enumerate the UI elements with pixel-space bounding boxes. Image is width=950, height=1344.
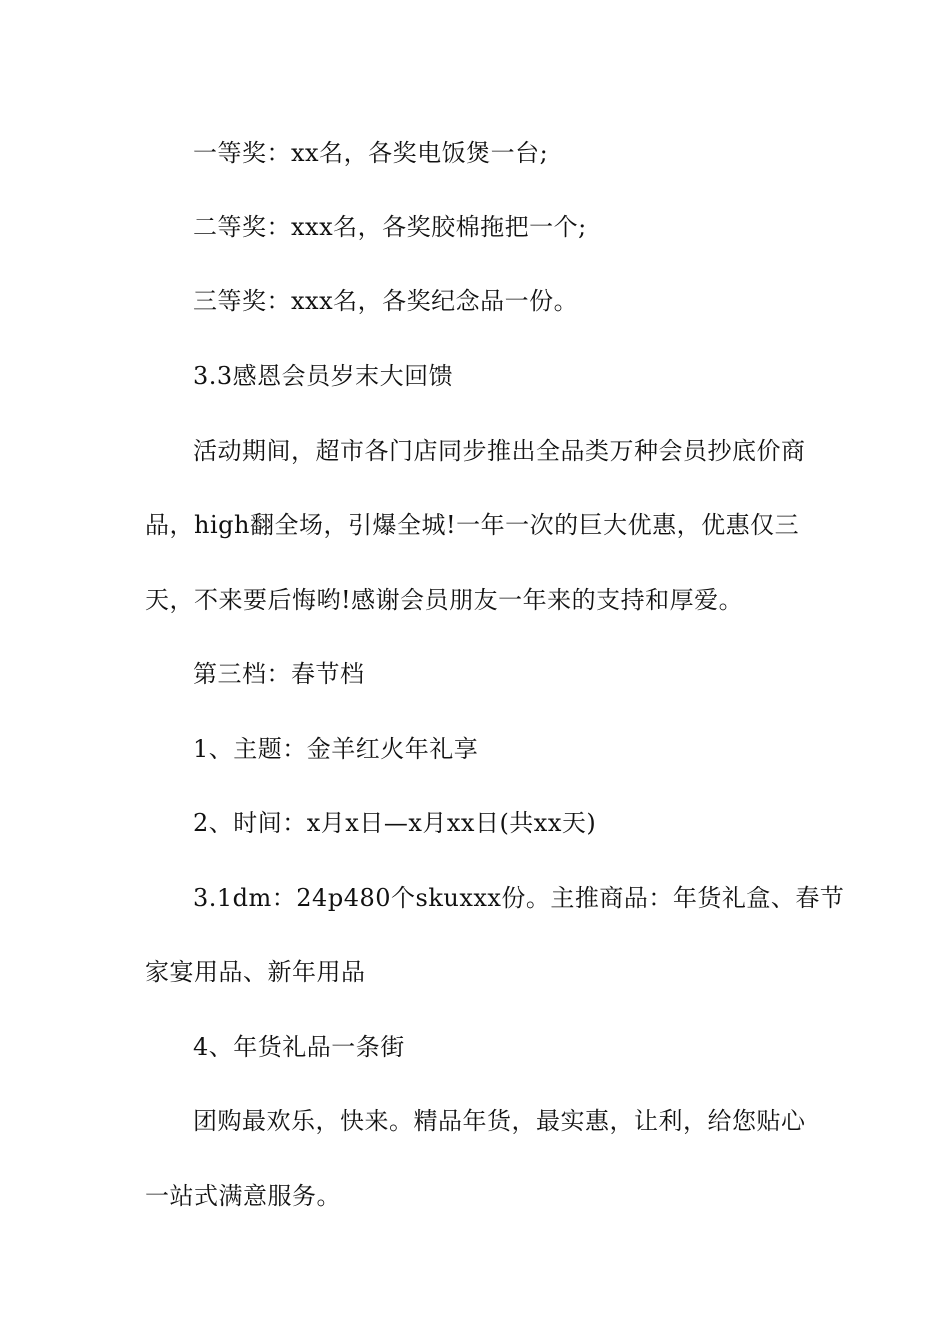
paragraph-line: 3.1dm：24p480个skuxxx份。主推商品：年货礼盒、春节 xyxy=(193,884,845,912)
theme-line: 1、主题：金羊红火年礼享 xyxy=(193,735,479,763)
paragraph-line: 天，不来要后悔哟!感谢会员朋友一年来的支持和厚爱。 xyxy=(145,586,744,614)
paragraph-line: 团购最欢乐，快来。精品年货，最实惠，让利，给您贴心 xyxy=(193,1107,806,1135)
second-prize-line: 二等奖：xxx名，各奖胶棉拖把一个; xyxy=(193,213,587,241)
time-line: 2、时间：x月x日—x月xx日(共xx天) xyxy=(193,809,597,837)
paragraph-line: 活动期间，超市各门店同步推出全品类万种会员抄底价商 xyxy=(193,437,806,465)
paragraph-line: 家宴用品、新年用品 xyxy=(145,958,366,986)
paragraph-line: 一站式满意服务。 xyxy=(145,1182,341,1210)
paragraph-line: 品，high翻全场，引爆全城!一年一次的巨大优惠，优惠仅三 xyxy=(145,511,800,539)
section-heading-gift-street: 4、年货礼品一条街 xyxy=(193,1033,405,1061)
first-prize-line: 一等奖：xx名，各奖电饭煲一台; xyxy=(193,139,549,167)
section-heading-third-tier: 第三档：春节档 xyxy=(193,660,365,688)
section-heading-3-3: 3.3感恩会员岁末大回馈 xyxy=(193,362,454,390)
third-prize-line: 三等奖：xxx名，各奖纪念品一份。 xyxy=(193,287,579,315)
